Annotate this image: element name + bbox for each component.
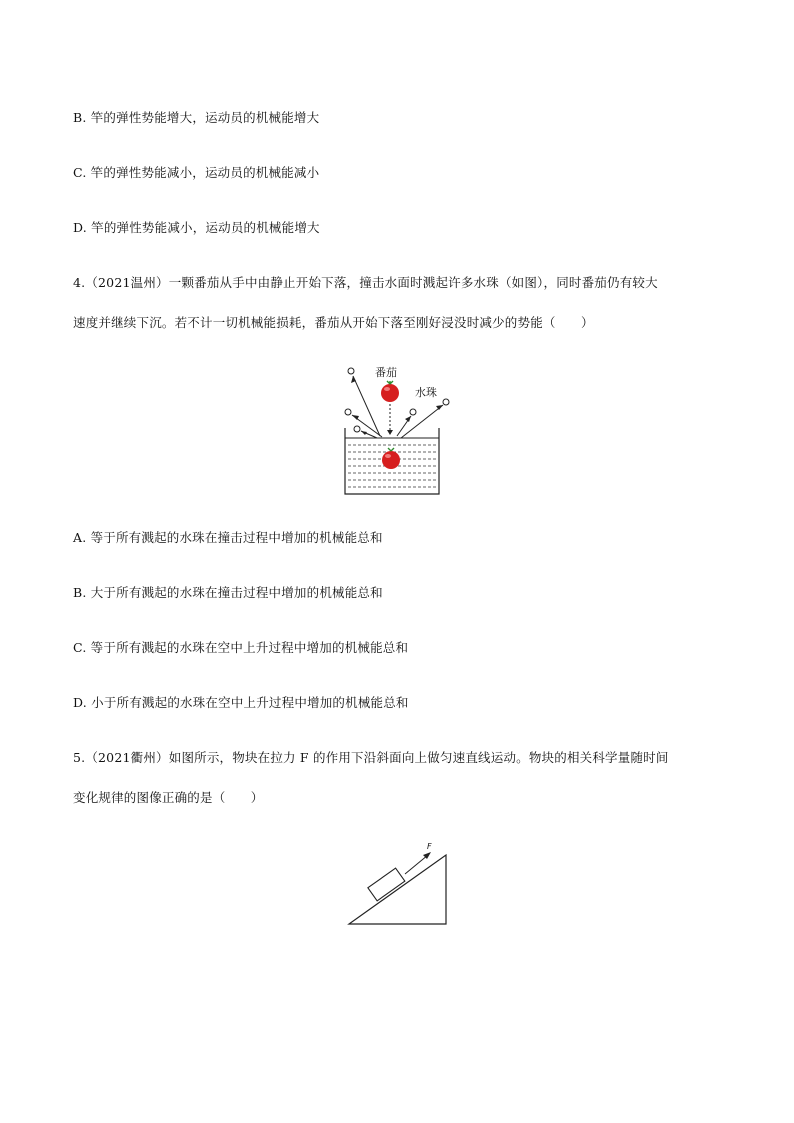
q4-option-a: A. 等于所有溅起的水珠在撞击过程中增加的机械能总和 — [73, 530, 383, 545]
water-droplet-arrows — [345, 368, 449, 438]
q3-option-b: B. 竿的弹性势能增大，运动员的机械能增大 — [73, 110, 320, 125]
q4-stem-line1: 4.（2021温州）一颗番茄从手中由静止开始下落，撞击水面时溅起许多水珠（如图），同时番茄仍有较大 — [73, 275, 658, 290]
block — [368, 868, 405, 901]
tomato-icon — [381, 381, 399, 402]
q4-option-d: D. 小于所有溅起的水珠在空中上升过程中增加的机械能总和 — [73, 695, 409, 710]
q5-stem-line1: 5.（2021衢州）如图所示，物块在拉力 F 的作用下沿斜面向上做匀速直线运动。物块的相关科学量随时间 — [73, 750, 669, 765]
q4-option-c: C. 等于所有溅起的水珠在空中上升过程中增加的机械能总和 — [73, 640, 409, 655]
incline-triangle — [349, 855, 446, 924]
q5-stem-line2: 变化规律的图像正确的是（ ） — [73, 790, 264, 805]
q5-figure-incline — [345, 838, 451, 928]
label-force: F — [427, 842, 432, 851]
q4-figure-tomato-water — [335, 358, 455, 500]
submerged-tomato-icon — [382, 448, 400, 469]
force-arrow — [405, 855, 428, 874]
q4-stem-line2: 速度并继续下沉。若不计一切机械能损耗，番茄从开始下落至刚好浸没时减少的势能（ ） — [73, 315, 594, 330]
q3-option-c: C. 竿的弹性势能减小，运动员的机械能减小 — [73, 165, 320, 180]
q4-option-b: B. 大于所有溅起的水珠在撞击过程中增加的机械能总和 — [73, 585, 383, 600]
q3-option-d: D. 竿的弹性势能减小，运动员的机械能增大 — [73, 220, 320, 235]
label-water-droplet: 水珠 — [415, 386, 437, 399]
label-tomato: 番茄 — [375, 366, 397, 379]
